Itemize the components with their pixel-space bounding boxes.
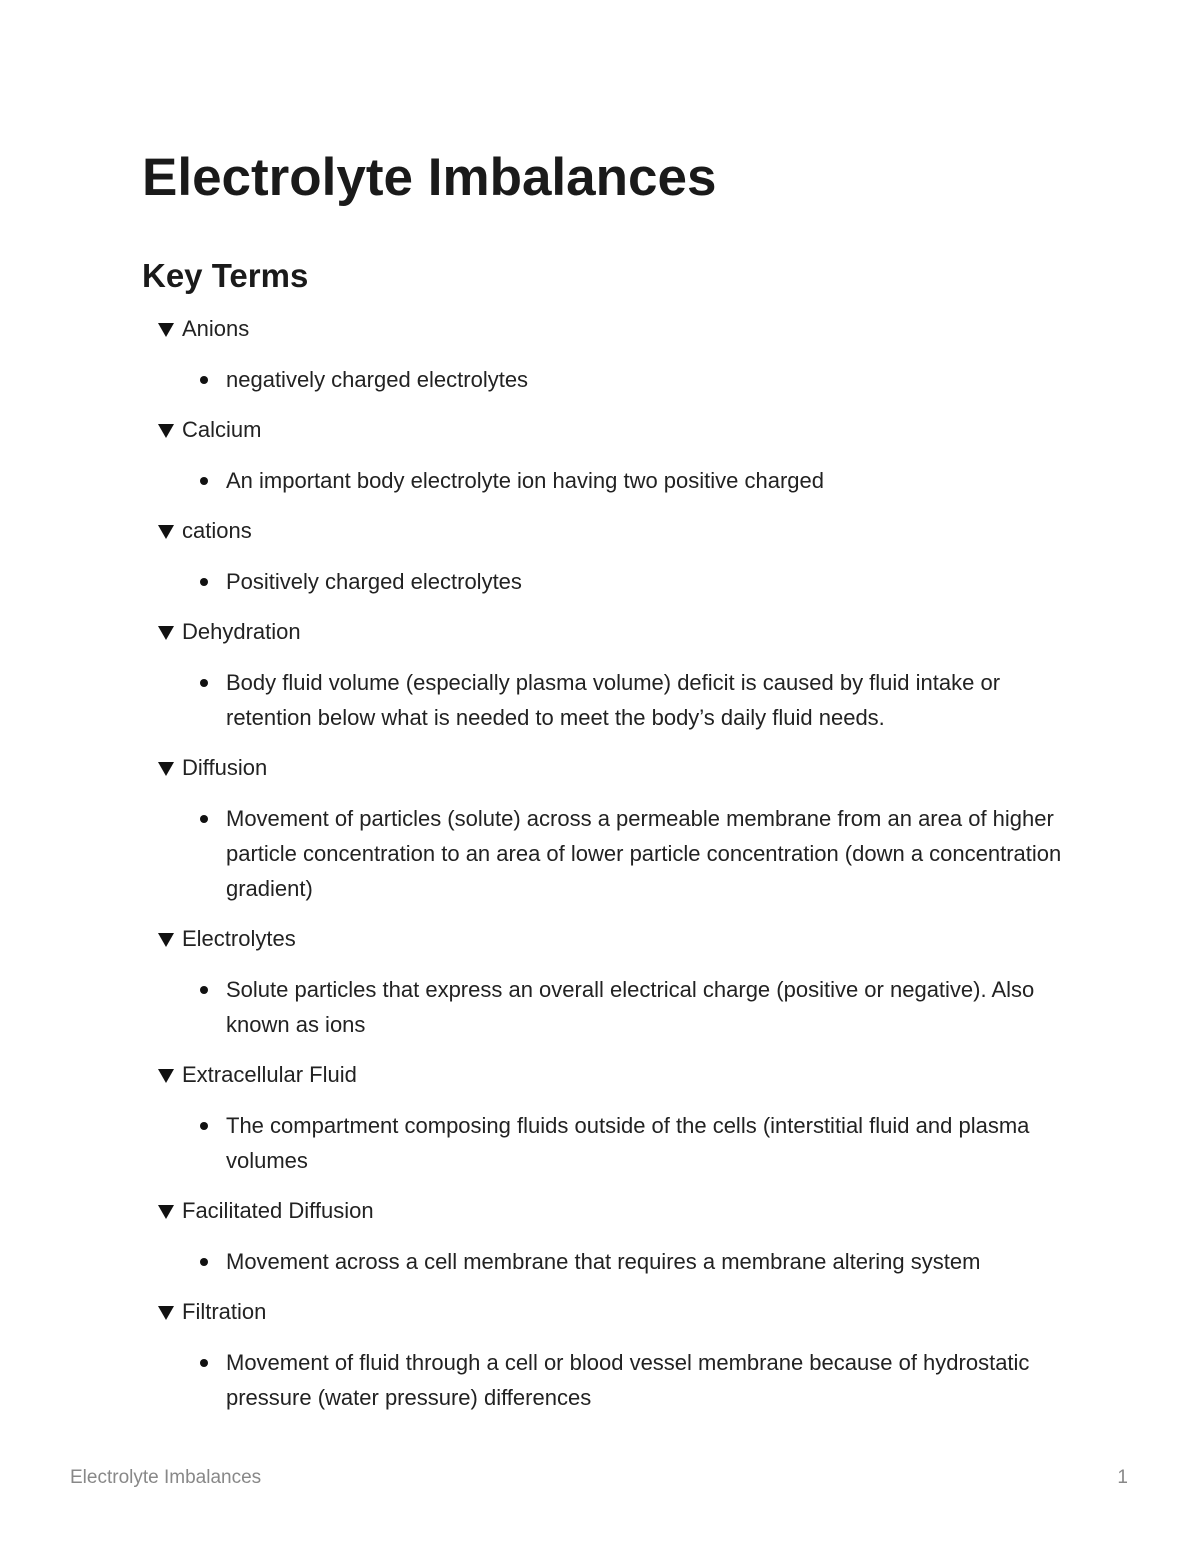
bullet-dot-icon xyxy=(200,376,208,384)
toggle-facilitated-diffusion[interactable] xyxy=(158,1195,1078,1227)
term-definitions xyxy=(158,1244,1078,1279)
section-heading-key-terms: Key Terms xyxy=(142,257,309,294)
bullet-dot-icon xyxy=(200,1122,208,1130)
term-facilitated-diffusion xyxy=(158,1195,1078,1279)
term-cations xyxy=(158,515,1078,599)
term-label: Electrolytes xyxy=(182,926,296,951)
page-title: Electrolyte Imbalances xyxy=(142,148,717,207)
footer-page-number: 1 xyxy=(1117,1467,1128,1488)
term-definition xyxy=(226,801,1066,906)
term-definition xyxy=(226,1345,1066,1415)
toggle-dehydration[interactable] xyxy=(158,616,1078,648)
triangle-down-icon xyxy=(158,762,174,776)
bullet-dot-icon xyxy=(200,578,208,586)
bullet-dot-icon xyxy=(200,986,208,994)
term-label: Extracellular Fluid xyxy=(182,1062,357,1087)
term-definitions xyxy=(158,1108,1078,1178)
triangle-down-icon xyxy=(158,626,174,640)
definition-text: The compartment composing fluids outside of the cells (interstitial fluid and plasma volumes xyxy=(226,1113,1030,1173)
definition-text: negatively charged electrolytes xyxy=(226,367,529,392)
bullet-dot-icon xyxy=(200,477,208,485)
footer-document-title: Electrolyte Imbalances xyxy=(70,1467,262,1488)
term-anions xyxy=(158,313,1078,397)
bullet-dot-icon xyxy=(200,815,208,823)
term-diffusion xyxy=(158,752,1078,906)
definition-text: Positively charged electrolytes xyxy=(226,569,522,594)
term-dehydration xyxy=(158,616,1078,735)
triangle-down-icon xyxy=(158,933,174,947)
triangle-down-icon xyxy=(158,1306,174,1320)
definition-text: Solute particles that express an overall electrical charge (positive or negative). Also known as ions xyxy=(226,977,1035,1037)
triangle-down-icon xyxy=(158,1069,174,1083)
bullet-dot-icon xyxy=(200,1258,208,1266)
term-definitions xyxy=(158,1345,1078,1415)
term-definition xyxy=(226,463,1066,498)
term-definitions xyxy=(158,801,1078,906)
term-definitions xyxy=(158,972,1078,1042)
triangle-down-icon xyxy=(158,323,174,337)
term-definition xyxy=(226,362,1066,397)
term-label: Anions xyxy=(182,316,250,341)
definition-text: An important body electrolyte ion having two positive charged xyxy=(226,468,825,493)
term-label: Diffusion xyxy=(182,755,268,780)
definition-text: Movement across a cell membrane that requires a membrane altering system xyxy=(226,1249,981,1274)
term-definitions xyxy=(158,463,1078,498)
term-label: Dehydration xyxy=(182,619,301,644)
triangle-down-icon xyxy=(158,525,174,539)
term-definition xyxy=(226,665,1066,735)
term-definition xyxy=(226,1244,1066,1279)
toggle-diffusion[interactable] xyxy=(158,752,1078,784)
triangle-down-icon xyxy=(158,424,174,438)
definition-text: Movement of fluid through a cell or blood vessel membrane because of hydrostatic pressure (water pressure) differences xyxy=(226,1350,1030,1410)
term-label: Filtration xyxy=(182,1299,267,1324)
toggle-cations[interactable] xyxy=(158,515,1078,547)
term-definitions xyxy=(158,362,1078,397)
term-definitions xyxy=(158,564,1078,599)
term-definitions xyxy=(158,665,1078,735)
term-label: cations xyxy=(182,518,252,543)
toggle-anions[interactable] xyxy=(158,313,1078,345)
term-calcium xyxy=(158,414,1078,498)
term-filtration xyxy=(158,1296,1078,1415)
definition-text: Body fluid volume (especially plasma volume) deficit is caused by fluid intake or retention below what is needed to meet the body’s daily fluid needs. xyxy=(226,670,1001,730)
term-definition xyxy=(226,564,1066,599)
bullet-dot-icon xyxy=(200,1359,208,1367)
toggle-extracellular-fluid[interactable] xyxy=(158,1059,1078,1091)
term-electrolytes xyxy=(158,923,1078,1042)
term-definition xyxy=(226,972,1066,1042)
term-label: Calcium xyxy=(182,417,262,442)
bullet-dot-icon xyxy=(200,679,208,687)
toggle-filtration[interactable] xyxy=(158,1296,1078,1328)
term-label: Facilitated Diffusion xyxy=(182,1198,374,1223)
triangle-down-icon xyxy=(158,1205,174,1219)
toggle-calcium[interactable] xyxy=(158,414,1078,446)
toggle-electrolytes[interactable] xyxy=(158,923,1078,955)
definition-text: Movement of particles (solute) across a permeable membrane from an area of higher particle concentration to an area of lower particle concentration (down a concentration gradient) xyxy=(226,806,1062,901)
term-extracellular-fluid xyxy=(158,1059,1078,1178)
key-terms-list xyxy=(158,313,1078,1432)
term-definition xyxy=(226,1108,1066,1178)
